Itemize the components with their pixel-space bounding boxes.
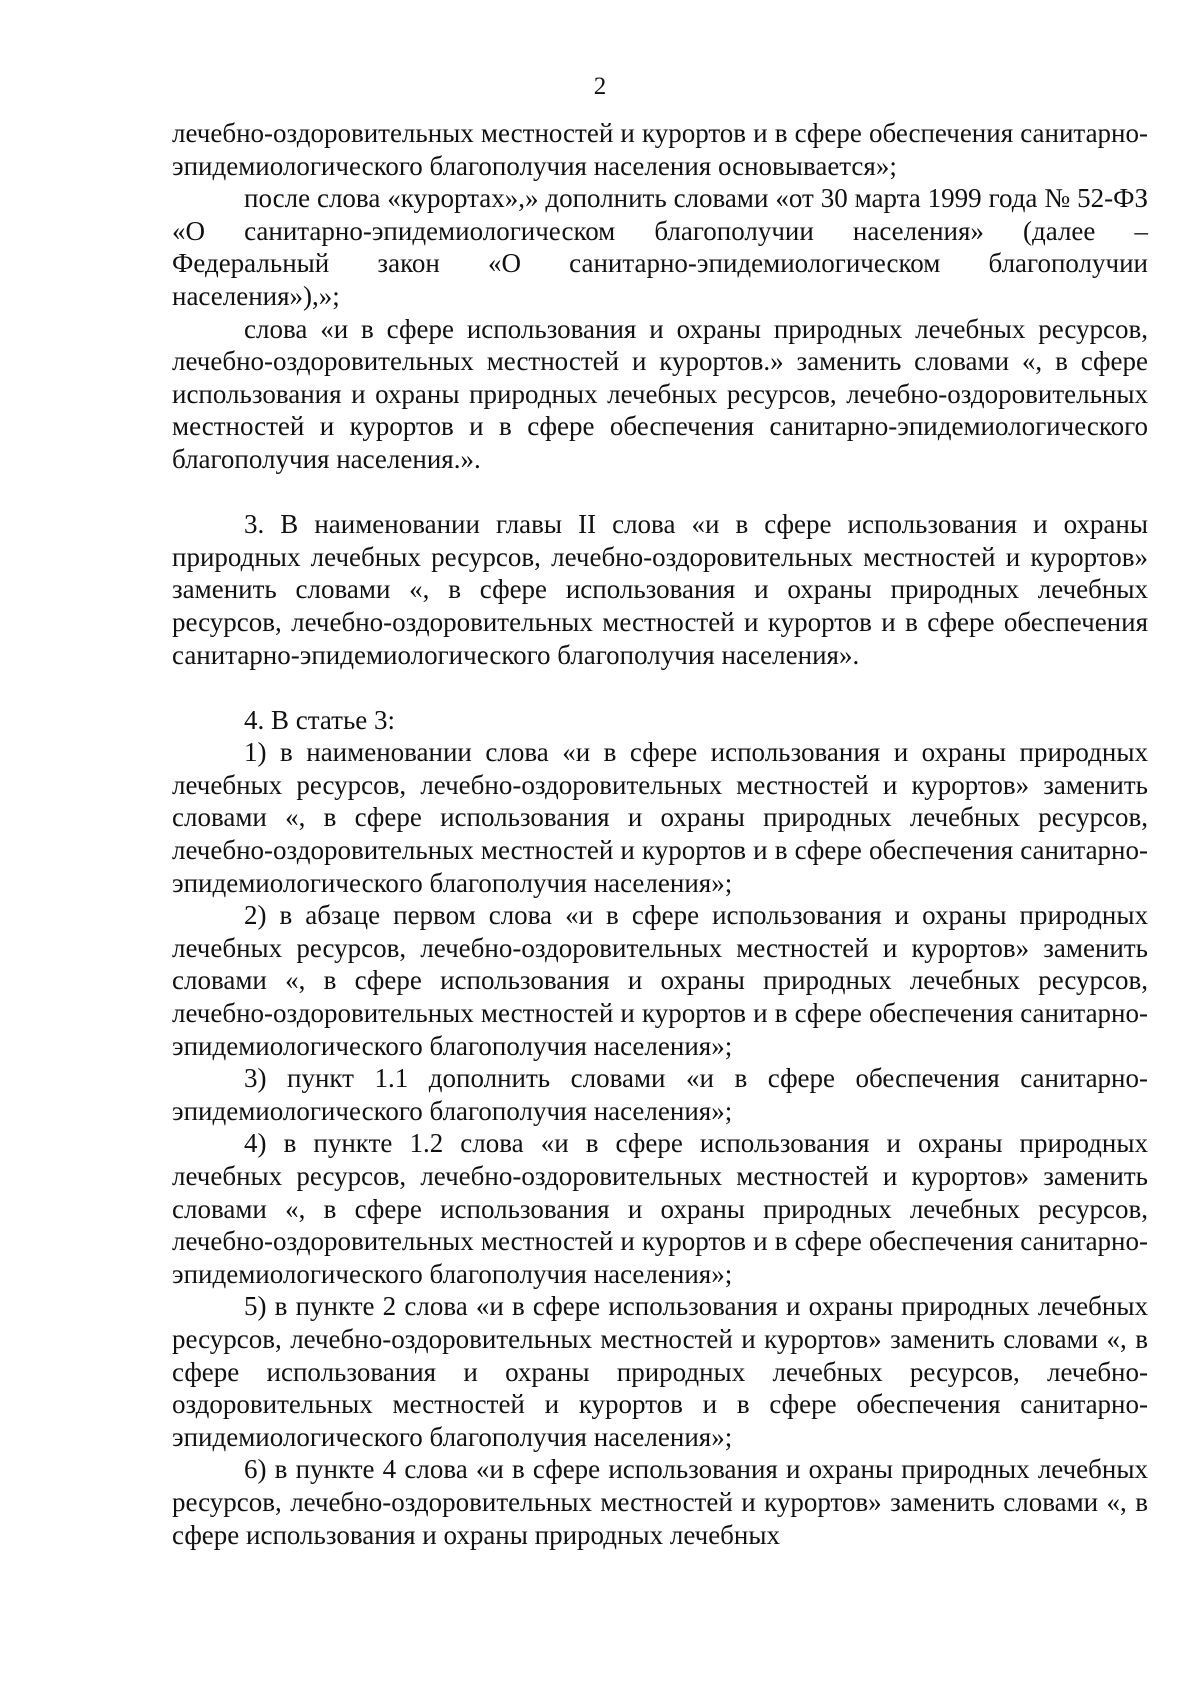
paragraph-item-3: 3. В наименовании главы II слова «и в сфере использования и охраны природных лечебных ресурсов, лечебно-оздоровительных местностей и курортов» заменить словами «, в сфере использования и охраны природных лечебных ресурсов, лечебно-оздоровительных местностей и курортов и в сфере обеспечения санитарно-эпидемиологического благополучия населения». xyxy=(172,509,1148,670)
page-number: 2 xyxy=(593,73,607,100)
paragraph-subitem-1: 1) в наименовании слова «и в сфере использования и охраны природных лечебных ресурсов, лечебно-оздоровительных местностей и курортов» заменить словами «, в сфере использования и охраны природных лечебных ресурсов, лечебно-оздоровительных местностей и курортов и в сфере обеспечения санитарно-эпидемиологического благополучия населения»; xyxy=(172,737,1148,898)
paragraph-subitem-6: 6) в пункте 4 слова «и в сфере использования и охраны природных лечебных ресурсов, лечебно-оздоровительных местностей и курортов» заменить словами «, в сфере использования и охраны природных лечебных xyxy=(172,1454,1148,1550)
paragraph-subitem-4: 4) в пункте 1.2 слова «и в сфере использования и охраны природных лечебных ресурсов, лечебно-оздоровительных местностей и курортов» заменить словами «, в сфере использования и охраны природных лечебных ресурсов, лечебно-оздоровительных местностей и курортов и в сфере обеспечения санитарно-эпидемиологического благополучия населения»; xyxy=(172,1128,1148,1289)
paragraph-subitem-2: 2) в абзаце первом слова «и в сфере использования и охраны природных лечебных ресурсов, лечебно-оздоровительных местностей и курортов» заменить словами «, в сфере использования и охраны природных лечебных ресурсов, лечебно-оздоровительных местностей и курортов и в сфере обеспечения санитарно-эпидемиологического благополучия населения»; xyxy=(172,900,1148,1061)
paragraph-subitem-3: 3) пункт 1.1 дополнить словами «и в сфере обеспечения санитарно-эпидемиологического благополучия населения»; xyxy=(172,1063,1148,1126)
paragraph-amendment-after-word: после слова «курортах»,» дополнить словами «от 30 марта 1999 года № 52-ФЗ «О санитарно-эпидемиологическом благополучии населения» (далее – Федеральный закон «О санитарно-эпидемиологическом благополучии населения»),»; xyxy=(172,183,1148,311)
document-body xyxy=(172,117,1148,1551)
paragraph-subitem-5: 5) в пункте 2 слова «и в сфере использования и охраны природных лечебных ресурсов, лечебно-оздоровительных местностей и курортов» заменить словами «, в сфере использования и охраны природных лечебных ресурсов, лечебно-оздоровительных местностей и курортов и в сфере обеспечения санитарно-эпидемиологического благополучия населения»; xyxy=(172,1291,1148,1452)
paragraph-item-4-heading: 4. В статье 3: xyxy=(244,704,396,735)
paragraph-continuation: лечебно-оздоровительных местностей и курортов и в сфере обеспечения санитарно-эпидемиологического благополучия населения основывается»; xyxy=(172,118,1148,181)
paragraph-amendment-replace-words: слова «и в сфере использования и охраны природных лечебных ресурсов, лечебно-оздоровительных местностей и курортов.» заменить словами «, в сфере использования и охраны природных лечебных ресурсов, лечебно-оздоровительных местностей и курортов и в сфере обеспечения санитарно-эпидемиологического благополучия населения.». xyxy=(172,313,1148,474)
paragraph-spacer xyxy=(172,671,1148,704)
paragraph-spacer xyxy=(172,476,1148,509)
